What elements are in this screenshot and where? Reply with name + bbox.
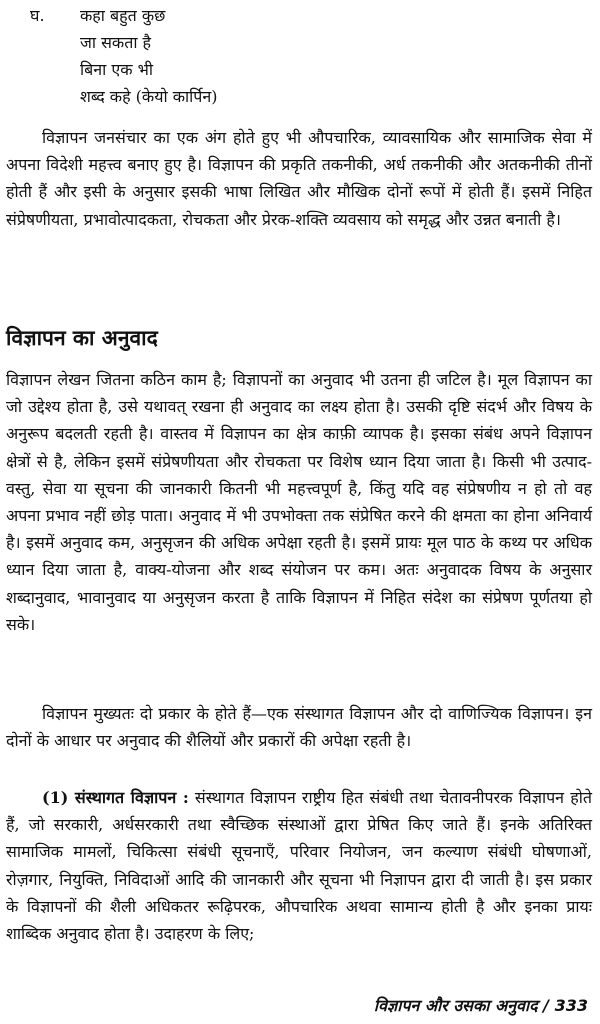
paragraph-types: विज्ञापन मुख्यतः दो प्रकार के होते हैं—एक संस्थागत विज्ञापन और दो वाणिज्यिक विज्ञापन। इन दोनों के आधार पर अनुवाद की शैलियों और प्रकारों की अपेक्षा रहती है। [6,704,592,751]
paragraph-intro: विज्ञापन जनसंचार का एक अंग होते हुए भी औपचारिक, व्यावसायिक और सामाजिक सेवा में अपना विदेशी महत्त्व बनाए हुए है। विज्ञापन की प्रकृति तकनीकी, अर्ध तकनीकी और अतकनीकी तीनों होती हैं और इसी के अनुसार इसकी भाषा लिखित और मौखिक दोनों रूपों में होती हैं। इसमें निहित संप्रेषणीयता, प्रभावोत्पादकता, रोचकता और प्रेरक-शक्ति व्यवसाय को समृद्ध और उन्नत बनाती है। [6,128,592,229]
paragraph-translation: विज्ञापन लेखन जितना कठिन काम है; विज्ञापनों का अनुवाद भी उतना ही जटिल है। मूल विज्ञापन का जो उद्देश्य होता है, उसे यथावत् रखना ही अनुवाद का लक्ष्य होता है। उसकी दृष्टि संदर्भ और विषय के अनुरूप बदलती रहती है। वास्तव में विज्ञापन का क्षेत्र काफ़ी व्यापक है। इसका संबंध अपने विज्ञापन क्षेत्रों से है, लेकिन इसमें संप्रेषणीयता और रोचकता पर विशेष ध्यान दिया जाता है। किसी भी उत्पाद-वस्तु, सेवा या सूचना की जानकारी कितनी भी महत्त्वपूर्ण है, किंतु यदि वह संप्रेषणीय न हो तो वह अपना प्रभाव नहीं छोड़ पाता। अनुवाद में भी उपभोक्ता तक संप्रेषित करने की क्षमता का होना अनिवार्य है। इसमें अनुवाद कम, अनुसृजन की अधिक अपेक्षा रहती है। इसमें प्रायः मूल पाठ के कथ्य पर अधिक ध्यान दिया जाता है, वाक्य-योजना और शब्द संयोजन पर कम। अतः अनुवादक विषय के अनुसार शब्दानुवाद, भावानुवाद या अनुसृजन करता है ताकि विज्ञापन में निहित संदेश का संप्रेषण पूर्णतया हो सके। [6,370,592,634]
verse-line-1: घ. कहा बहुत कुछ [30,2,570,29]
verse-line-4: शब्द कहे (केयो कार्पिन) [80,87,218,106]
institutional-text: संस्थागत विज्ञापन राष्ट्रीय हित संबंधी तथा चेतावनीपरक विज्ञापन होते हैं, जो सरकारी, अर्धसरकारी तथा स्वैच्छिक संस्थाओं द्वारा प्रेषित किए जाते हैं। इनके अतिरिक्त सामाजिक मामलों, चिकित्सा संबंधी सूचनाएँ, परिवार नियोजन, जन कल्याण संबंधी घोषणाओं, रोज़गार, नियुक्ति, निविदाओं आदि की जानकारी और सूचना भी निज्ञापन द्वारा दी जाती है। इस प्रकार के विज्ञापनों की शैली अधिकतर रूढ़िपरक, औपचारिक अथवा सामान्य होती है और इनका प्रायः शाब्दिक अनुवाद होता है। उदाहरण के लिए; [6,788,592,944]
verse-line-3: बिना एक भी [80,60,154,79]
institutional-lead: (1) संस्थागत विज्ञापन : [42,788,189,807]
running-footer: विज्ञापन और उसका अनुवाद / 333 [373,996,588,1015]
section-heading: विज्ञापन का अनुवाद [6,326,158,350]
paragraph-institutional [6,784,592,947]
quoted-verse [30,2,570,110]
verse-number: घ. [30,6,45,25]
verse-line-2: जा सकता है [80,33,152,52]
